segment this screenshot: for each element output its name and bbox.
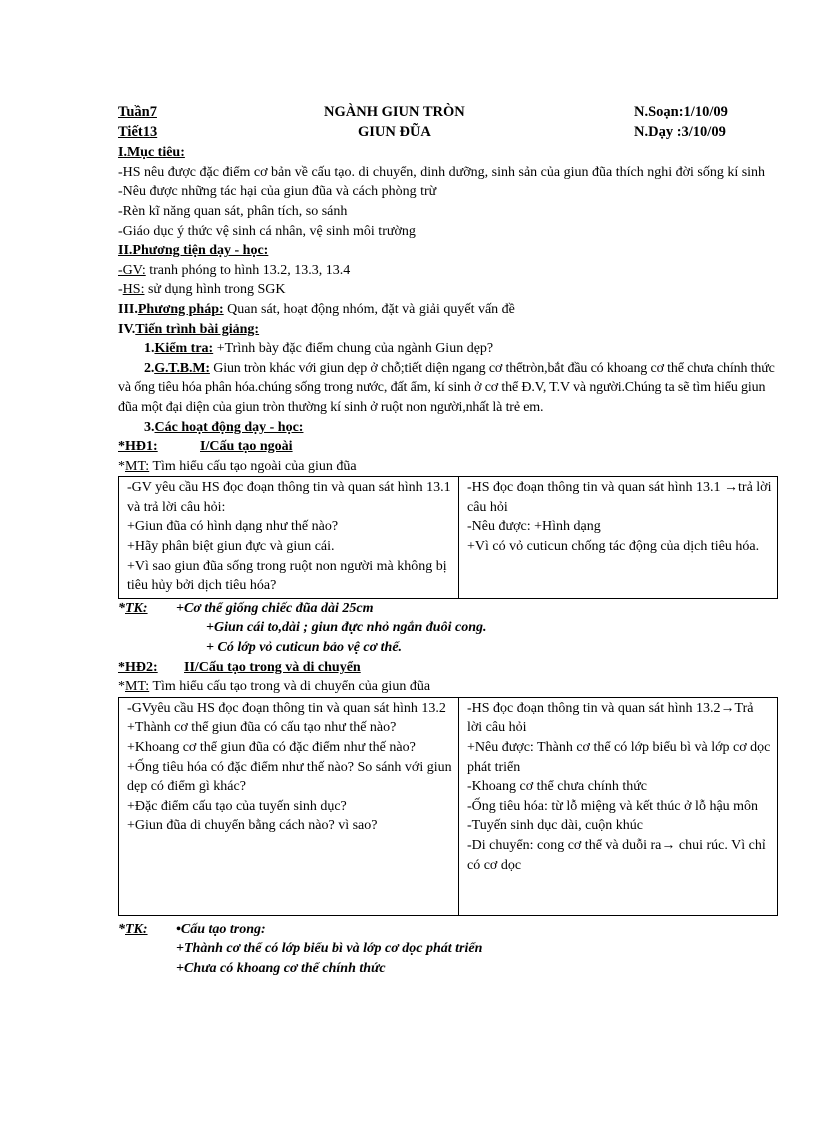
lesson-title: NGÀNH GIUN TRÒN bbox=[324, 104, 465, 120]
student-step: -HS đọc đoạn thông tin và quan sát hình 13.2→Trả lời câu hỏi bbox=[467, 700, 754, 736]
check-label: Kiểm tra: bbox=[154, 341, 214, 357]
objective-item: -Giáo dục ý thức vệ sinh cá nhân, vệ sinh môi trường bbox=[118, 223, 416, 239]
activity1-goal-label: MT: bbox=[125, 458, 150, 474]
objective-item: -HS nêu được đặc điểm cơ bản về cấu tạo. di chuyển, dinh dưỡng, sinh sản của giun đũa thích nghi đời sống kí sinh bbox=[118, 164, 766, 180]
methods-line bbox=[118, 300, 778, 320]
teacher-step: +Đặc điểm cấu tạo của tuyến sinh dục? bbox=[127, 798, 347, 814]
summary-item: +Chưa có khoang cơ thể chính thức bbox=[176, 961, 386, 976]
activity1-goal-prefix: * bbox=[118, 458, 125, 474]
intro-paragraph bbox=[118, 359, 778, 418]
means-student-label: HS: bbox=[122, 282, 145, 298]
activity1-heading bbox=[118, 437, 778, 457]
week-label: Tuần7 bbox=[118, 104, 157, 120]
header-row-2 bbox=[118, 124, 778, 144]
methods-text: Quan sát, hoạt động nhóm, đặt và giải quyết vấn đề bbox=[223, 301, 515, 317]
activities-num: 3. bbox=[144, 419, 155, 435]
summary-heading: •Cấu tạo trong: bbox=[176, 921, 266, 937]
teacher-step: +Vì sao giun đũa sống trong ruột non người mà không bị tiêu hủy bởi dịch tiêu hóa? bbox=[127, 558, 447, 594]
activities-line bbox=[118, 418, 778, 438]
objective-item: -Rèn kĩ năng quan sát, phân tích, so sánh bbox=[118, 203, 348, 219]
means-heading: II.Phương tiện dạy - học: bbox=[118, 243, 269, 259]
check-num: 1. bbox=[144, 341, 155, 357]
student-step: +Nêu được: Thành cơ thể có lớp biểu bì và lớp cơ dọc phát triển bbox=[467, 740, 771, 775]
objectives-heading: I.Mục tiêu: bbox=[118, 145, 185, 161]
period-label: Tiết13 bbox=[118, 123, 158, 140]
student-step: -Ống tiêu hóa: từ lỗ miệng và kết thúc ở lỗ hậu môn bbox=[467, 798, 759, 814]
activity1-table bbox=[118, 476, 778, 599]
activity2-table bbox=[118, 697, 778, 916]
teacher-step: -GV yêu cầu HS đọc đoạn thông tin và quan sát hình 13.1 và trả lời câu hỏi: bbox=[127, 480, 451, 515]
objective-item: -Nêu được những tác hại của giun đũa và cách phòng trừ bbox=[118, 184, 437, 200]
intro-text: Giun tròn khác với giun dẹp ở chỗ;tiết diện ngang cơ thểtròn,bắt đầu có khoang cơ thể chưa chính thức và ống tiêu hóa phân hóa.chúng sống trong nước, đất ẩm, kí sinh ở cơ thể Đ.V, T.V và người.Chúng ta sẽ tìm hiểu giun đũa một đại diện của giun tròn thường kí sinh ở ruột non người,nhất là trẻ em. bbox=[118, 360, 775, 415]
summary-label-text: TK: bbox=[125, 921, 148, 937]
activity2-summary bbox=[118, 920, 778, 940]
activity1-title: I/Cấu tạo ngoài bbox=[200, 439, 293, 455]
summary-item: + Có lớp vỏ cuticun bảo vệ cơ thể. bbox=[206, 640, 403, 656]
taught-date: N.Dạy :3/10/09 bbox=[634, 123, 726, 140]
means-teacher-label: -GV: bbox=[118, 262, 146, 278]
teacher-step: -GVyêu cầu HS đọc đoạn thông tin và quan sát hình 13.2 bbox=[127, 700, 446, 716]
activity2-goal-prefix: * bbox=[118, 679, 125, 695]
teacher-column bbox=[119, 697, 459, 915]
means-student-text: sử dụng hình trong SGK bbox=[144, 282, 286, 298]
lesson-subtitle: GIUN ĐŨA bbox=[358, 123, 431, 140]
means-student bbox=[118, 280, 778, 300]
student-column bbox=[459, 477, 778, 599]
summary-item: +Giun cái to,dài ; giun đực nhỏ ngắn đuôi cong. bbox=[206, 620, 487, 636]
intro-label: G.T.B.M: bbox=[154, 360, 210, 376]
activity2-title: II/Cấu tạo trong và di chuyển bbox=[184, 659, 361, 675]
activity1-goal-text: Tìm hiểu cấu tạo ngoài của giun đũa bbox=[149, 458, 357, 474]
activity2-goal bbox=[118, 677, 778, 697]
student-column bbox=[459, 697, 778, 915]
summary-label: *TK: bbox=[118, 600, 148, 616]
means-teacher bbox=[118, 261, 778, 281]
means-teacher-text: tranh phóng to hình 13.2, 13.3, 13.4 bbox=[145, 262, 351, 278]
methods-prefix: III. bbox=[118, 301, 138, 317]
student-step: +Vì có vỏ cuticun chống tác động của dịch tiêu hóa. bbox=[467, 539, 760, 555]
process-prefix: IV. bbox=[118, 321, 136, 337]
student-step: -Tuyến sinh dục dài, cuộn khúc bbox=[467, 818, 644, 834]
summary-item: +Cơ thể giống chiếc đũa dài 25cm bbox=[176, 600, 374, 616]
means-student-prefix: - bbox=[118, 282, 123, 298]
teacher-step: +Khoang cơ thể giun đũa có đặc điểm như thế nào? bbox=[127, 740, 416, 755]
student-step: -Nêu được: +Hình dạng bbox=[467, 519, 601, 535]
check-line bbox=[118, 339, 778, 359]
teacher-step: +Hãy phân biệt giun đực và giun cái. bbox=[127, 539, 335, 555]
activity1-summary bbox=[118, 599, 778, 619]
process-heading: Tiến trình bài giảng: bbox=[135, 321, 260, 337]
lesson-plan-page bbox=[118, 104, 778, 979]
teacher-column bbox=[119, 477, 459, 599]
table-row bbox=[119, 697, 778, 915]
teacher-step: +Giun đũa di chuyển bằng cách nào? vì sao? bbox=[127, 818, 378, 834]
activity1-label: *HĐ1: bbox=[118, 439, 158, 455]
methods-heading: Phương pháp: bbox=[137, 301, 224, 317]
process-heading-line bbox=[118, 320, 778, 340]
student-step: -Khoang cơ thể chưa chính thức bbox=[467, 779, 648, 795]
activities-heading: Các hoạt động dạy - học: bbox=[154, 419, 304, 435]
activity1-goal bbox=[118, 457, 778, 477]
activity2-label: *HĐ2: bbox=[118, 659, 158, 675]
check-text: +Trình bày đặc điểm chung của ngành Giun dẹp? bbox=[213, 341, 494, 357]
table-row bbox=[119, 477, 778, 599]
student-step: -Di chuyển: cong cơ thể và duỗi ra→ chui rúc. Vì chỉ có cơ dọc bbox=[467, 837, 766, 873]
teacher-step: +Giun đũa có hình dạng như thế nào? bbox=[127, 519, 339, 535]
teacher-step: +Ống tiêu hóa có đặc điểm như thế nào? So sánh với giun dẹp có điểm gì khác? bbox=[127, 759, 452, 795]
teacher-step: +Thành cơ thể giun đũa có cấu tạo như thế nào? bbox=[127, 720, 397, 736]
header-row-1 bbox=[118, 104, 778, 124]
prepared-date: N.Soạn:1/10/09 bbox=[634, 104, 728, 120]
summary-item: +Thành cơ thể có lớp biểu bì và lớp cơ dọc phát triển bbox=[176, 941, 483, 957]
activity2-heading bbox=[118, 658, 778, 678]
summary-label-text: TK: bbox=[125, 600, 148, 616]
activity2-goal-text: Tìm hiểu cấu tạo trong và di chuyển của giun đũa bbox=[149, 679, 431, 695]
student-step: -HS đọc đoạn thông tin và quan sát hình 13.1 →trả lời câu hỏi bbox=[467, 480, 772, 515]
summary-label: *TK: bbox=[118, 921, 148, 937]
activity2-goal-label: MT: bbox=[125, 679, 150, 695]
intro-num: 2. bbox=[144, 360, 155, 376]
